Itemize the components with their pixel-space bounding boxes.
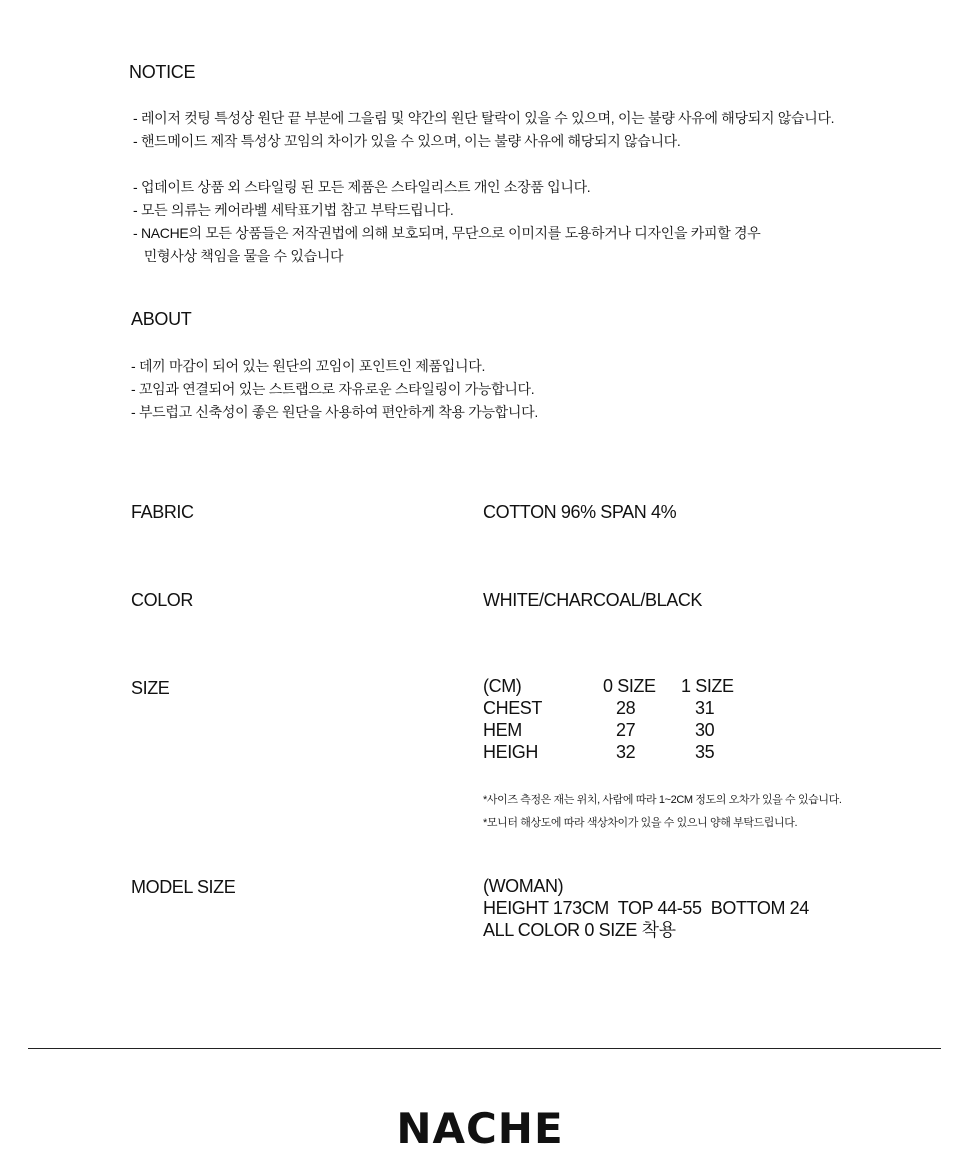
size-row-name: CHEST [483, 698, 543, 718]
size-cell: 35 [695, 742, 715, 762]
model-size-label: MODEL SIZE [131, 877, 236, 897]
about-line: - 부드럽고 신축성이 좋은 원단을 사용하여 편안하게 착용 가능합니다. [131, 404, 538, 420]
color-value: WHITE/CHARCOAL/BLACK [483, 590, 703, 610]
notice-list [133, 107, 834, 268]
brand-logo: NACHE [396, 1104, 564, 1153]
fabric-value: COTTON 96% SPAN 4% [483, 502, 677, 522]
notice-line: - 레이저 컷팅 특성상 원단 끝 부분에 그을림 및 약간의 원단 탈락이 있을 수 있으며, 이는 불량 사유에 해당되지 않습니다. [133, 110, 835, 126]
model-size-info [483, 875, 809, 941]
model-line: ALL COLOR 0 SIZE 착용 [483, 920, 676, 940]
size-cell: 30 [695, 720, 715, 740]
size-row-name: HEIGH [483, 742, 539, 762]
size-cell: 32 [616, 742, 636, 762]
size-unit: (CM) [483, 676, 522, 696]
fabric-label: FABRIC [131, 502, 194, 522]
about-line: - 데끼 마감이 되어 있는 원단의 꼬임이 포인트인 제품입니다. [131, 358, 486, 374]
size-cell: 27 [616, 720, 636, 740]
size-column-header: 1 SIZE [681, 676, 734, 696]
notice-line: - 업데이트 상품 외 스타일링 된 모든 제품은 스타일리스트 개인 소장품 입니다. [133, 179, 591, 195]
about-heading: ABOUT [131, 309, 192, 329]
about-list [131, 355, 538, 424]
notice-line: - 핸드메이드 제작 특성상 꼬임의 차이가 있을 수 있으며, 이는 불량 사유에 해당되지 않습니다. [133, 133, 681, 149]
about-line: - 꼬임과 연결되어 있는 스트랩으로 자유로운 스타일링이 가능합니다. [131, 381, 535, 397]
notice-line: - NACHE의 모든 상품들은 저작권법에 의해 보호되며, 무단으로 이미지를 도용하거나 디자인을 카피할 경우 [133, 225, 761, 241]
size-column-header: 0 SIZE [603, 676, 656, 696]
model-line: (WOMAN) [483, 876, 564, 896]
notice-line: 민형사상 책임을 물을 수 있습니다 [133, 248, 344, 264]
color-label: COLOR [131, 590, 194, 610]
footer-divider [28, 1048, 941, 1049]
notice-line [133, 153, 834, 176]
size-note: *모니터 해상도에 따라 색상차이가 있을 수 있으니 양해 부탁드립니다. [483, 817, 798, 829]
model-line: HEIGHT 173CM TOP 44-55 BOTTOM 24 [483, 898, 809, 918]
size-table [483, 676, 803, 768]
size-row-name: HEM [483, 720, 522, 740]
notice-line: - 모든 의류는 케어라벨 세탁표기법 참고 부탁드립니다. [133, 202, 454, 218]
notice-heading: NOTICE [129, 62, 196, 82]
size-cell: 31 [695, 698, 715, 718]
size-label: SIZE [131, 678, 170, 698]
size-note: *사이즈 측정은 재는 위치, 사람에 따라 1~2CM 정도의 오차가 있을 수 있습니다. [483, 794, 842, 806]
size-notes [483, 789, 842, 835]
size-cell: 28 [616, 698, 636, 718]
